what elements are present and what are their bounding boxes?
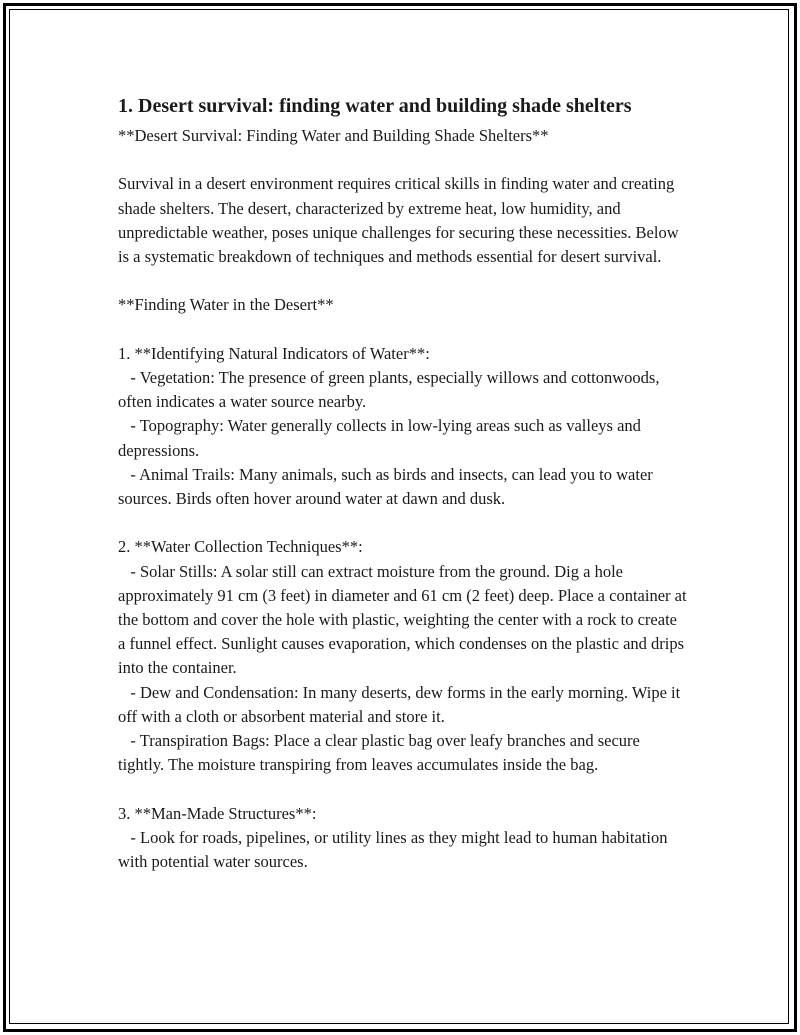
document-body xyxy=(118,92,688,874)
document-text: **Desert Survival: Finding Water and Building Shade Shelters** Survival in a desert environment requires critical skills in finding water and creating shade shelters. The desert, characterized by extreme heat, low humidity, and unpredictable weather, poses unique challenges for securing these necessities. Below is a systematic breakdown of techniques and methods essential for desert survival. **Finding Water in the Desert** 1. **Identifying Natural Indicators of Water**: - Vegetation: The presence of green plants, especially willows and cottonwoods, often indicates a water source nearby. - Topography: Water generally collects in low-lying areas such as valleys and depressions. - Animal Trails: Many animals, such as birds and insects, can lead you to water sources. Birds often hover around water at dawn and dusk. 2. **Water Collection Techniques**: - Solar Stills: A solar still can extract moisture from the ground. Dig a hole approximately 91 cm (3 feet) in diameter and 61 cm (2 feet) deep. Place a container at the bottom and cover the hole with plastic, weighting the center with a rock to create a funnel effect. Sunlight causes evaporation, which condenses on the plastic and drips into the container. - Dew and Condensation: In many deserts, dew forms in the early morning. Wipe it off with a cloth or absorbent material and store it. - Transpiration Bags: Place a clear plastic bag over leafy branches and secure tightly. The moisture transpiring from leaves accumulates inside the bag. 3. **Man-Made Structures**: - Look for roads, pipelines, or utility lines as they might lead to human habitation with potential water sources. xyxy=(118,126,687,872)
document-title: 1. Desert survival: finding water and building shade shelters xyxy=(118,95,632,117)
